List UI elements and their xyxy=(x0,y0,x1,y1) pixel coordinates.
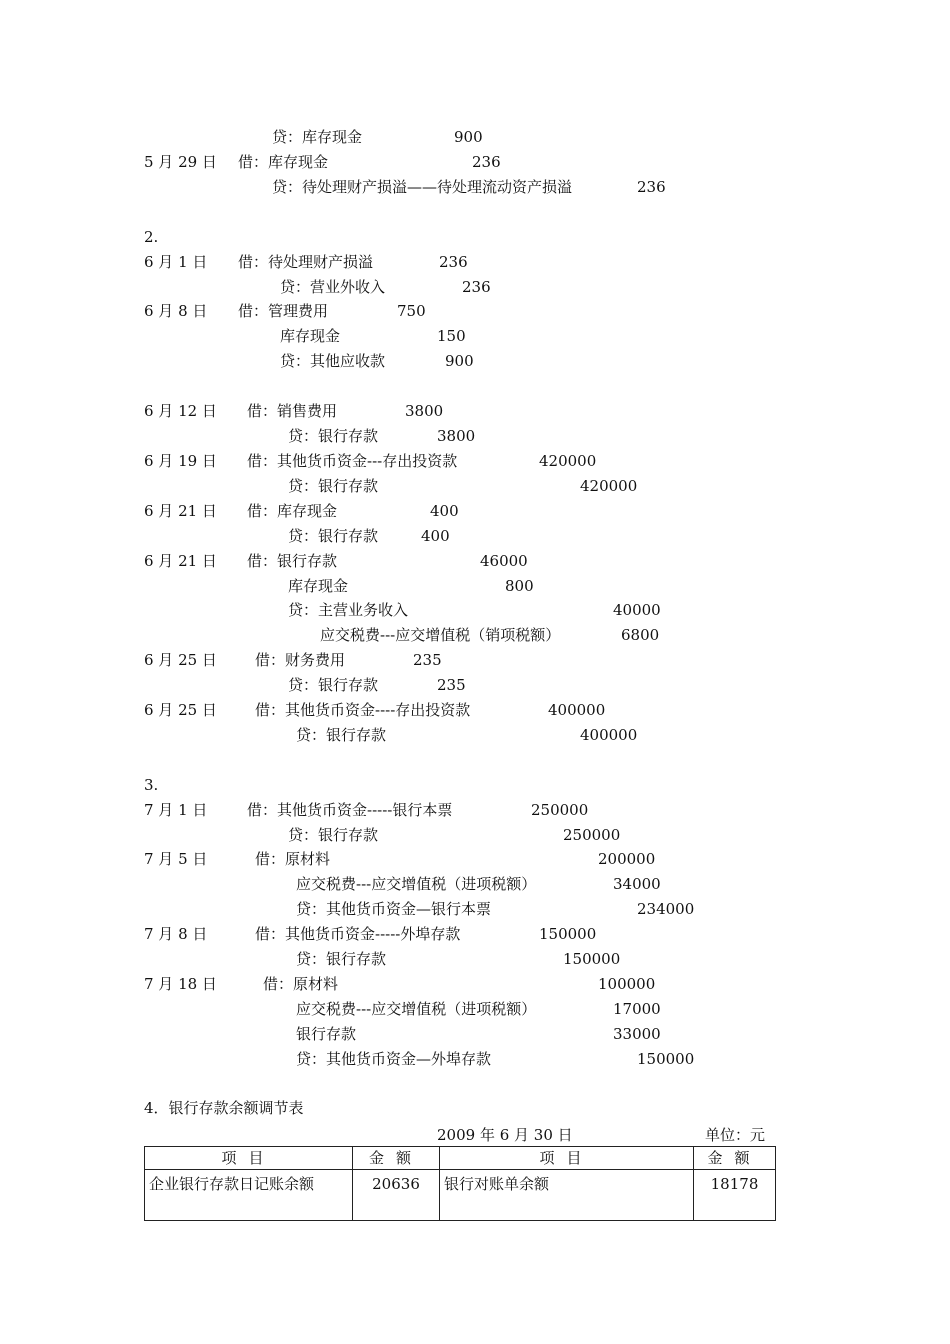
account-text: 借：其他货币资金-----银行本票 xyxy=(247,801,453,819)
amount-text: 900 xyxy=(454,128,483,146)
amount-text: 250000 xyxy=(531,801,589,819)
reconciliation-table xyxy=(144,1146,776,1221)
account-text: 借：管理费用 xyxy=(238,302,329,320)
amount-text: 150000 xyxy=(539,925,597,943)
account-text: 贷：库存现金 xyxy=(272,128,363,146)
account-text: 应交税费---应交增值税（进项税额） xyxy=(296,875,537,893)
account-text: 应交税费---应交增值税（销项税额） xyxy=(320,626,561,644)
account-text: 借：库存现金 xyxy=(247,502,338,520)
amount-text: 750 xyxy=(397,302,426,320)
amount-text: 236 xyxy=(637,178,666,196)
section-heading: 3. xyxy=(144,776,159,794)
account-text: 库存现金 xyxy=(288,577,349,595)
amount-text: 3800 xyxy=(405,402,444,420)
account-text: 借：其他货币资金-----外埠存款 xyxy=(255,925,461,943)
amount-text: 400 xyxy=(430,502,459,520)
amount-text: 3800 xyxy=(437,427,476,445)
section-heading: 2. xyxy=(144,228,159,246)
entry-date: 6 月 8 日 xyxy=(144,302,208,320)
amount-text: 34000 xyxy=(613,875,661,893)
account-text: 贷：营业外收入 xyxy=(280,278,386,296)
account-text: 贷：银行存款 xyxy=(288,477,379,495)
account-text: 贷：银行存款 xyxy=(296,726,387,744)
amount-text: 900 xyxy=(445,352,474,370)
amount-text: 234000 xyxy=(637,900,695,918)
account-text: 借：原材料 xyxy=(263,975,339,993)
entry-date: 6 月 25 日 xyxy=(144,701,217,719)
account-text: 借：其他货币资金----存出投资款 xyxy=(255,701,471,719)
account-text: 贷：其他货币资金—外埠存款 xyxy=(296,1050,492,1068)
amount-text: 235 xyxy=(437,676,466,694)
amount-text: 400000 xyxy=(548,701,606,719)
table-date: 2009 年 6 月 30 日 xyxy=(437,1126,573,1144)
entry-date: 6 月 1 日 xyxy=(144,253,208,271)
entry-date: 7 月 5 日 xyxy=(144,850,208,868)
entry-date: 6 月 21 日 xyxy=(144,552,217,570)
cell-item: 银行对账单余额 xyxy=(440,1170,694,1221)
entry-date: 7 月 8 日 xyxy=(144,925,208,943)
account-text: 银行存款 xyxy=(296,1025,357,1043)
account-text: 借：财务费用 xyxy=(255,651,346,669)
account-text: 借：库存现金 xyxy=(238,153,329,171)
amount-text: 250000 xyxy=(563,826,621,844)
account-text: 借：银行存款 xyxy=(247,552,338,570)
amount-text: 6800 xyxy=(621,626,660,644)
cell-amount: 18178 xyxy=(694,1170,776,1221)
amount-text: 40000 xyxy=(613,601,661,619)
amount-text: 4．银行存款余额调节表 xyxy=(144,1099,304,1117)
amount-text: 800 xyxy=(505,577,534,595)
entry-date: 7 月 18 日 xyxy=(144,975,217,993)
table-unit: 单位：元 xyxy=(705,1126,766,1144)
amount-text: 46000 xyxy=(480,552,528,570)
account-text: 贷：主营业务收入 xyxy=(288,601,409,619)
amount-text: 100000 xyxy=(598,975,656,993)
entry-date: 6 月 25 日 xyxy=(144,651,217,669)
account-text: 贷：银行存款 xyxy=(288,826,379,844)
account-text: 应交税费---应交增值税（进项税额） xyxy=(296,1000,537,1018)
cell-amount: 20636 xyxy=(353,1170,440,1221)
amount-text: 236 xyxy=(462,278,491,296)
amount-text: 150000 xyxy=(637,1050,695,1068)
cell-item: 企业银行存款日记账余额 xyxy=(145,1170,353,1221)
amount-text: 150 xyxy=(437,327,466,345)
header-item: 项目 xyxy=(145,1147,353,1170)
entry-date: 7 月 1 日 xyxy=(144,801,208,819)
account-text: 贷：银行存款 xyxy=(296,950,387,968)
amount-text: 236 xyxy=(472,153,501,171)
account-text: 贷：银行存款 xyxy=(288,676,379,694)
account-text: 贷：银行存款 xyxy=(288,527,379,545)
amount-text: 236 xyxy=(439,253,468,271)
header-amount: 金额 xyxy=(353,1147,440,1170)
amount-text: 33000 xyxy=(613,1025,661,1043)
account-text: 借：销售费用 xyxy=(247,402,338,420)
account-text: 贷：其他应收款 xyxy=(280,352,386,370)
account-text: 借：待处理财产损溢 xyxy=(238,253,374,271)
table-row xyxy=(145,1170,776,1221)
amount-text: 420000 xyxy=(580,477,638,495)
amount-text: 400 xyxy=(421,527,450,545)
account-text: 贷：其他货币资金—银行本票 xyxy=(296,900,492,918)
amount-text: 420000 xyxy=(539,452,597,470)
account-text: 借：原材料 xyxy=(255,850,331,868)
account-text: 贷：银行存款 xyxy=(288,427,379,445)
entry-date: 6 月 12 日 xyxy=(144,402,217,420)
header-amount: 金额 xyxy=(694,1147,776,1170)
amount-text: 235 xyxy=(413,651,442,669)
table-header-row xyxy=(145,1147,776,1170)
entry-date: 5 月 29 日 xyxy=(144,153,217,171)
entry-date: 6 月 21 日 xyxy=(144,502,217,520)
header-item: 项目 xyxy=(440,1147,694,1170)
account-text: 贷：待处理财产损溢——待处理流动资产损溢 xyxy=(272,178,573,196)
account-text: 借：其他货币资金---存出投资款 xyxy=(247,452,458,470)
amount-text: 200000 xyxy=(598,850,656,868)
entry-date: 6 月 19 日 xyxy=(144,452,217,470)
amount-text: 150000 xyxy=(563,950,621,968)
account-text: 库存现金 xyxy=(280,327,341,345)
amount-text: 17000 xyxy=(613,1000,661,1018)
amount-text: 400000 xyxy=(580,726,638,744)
